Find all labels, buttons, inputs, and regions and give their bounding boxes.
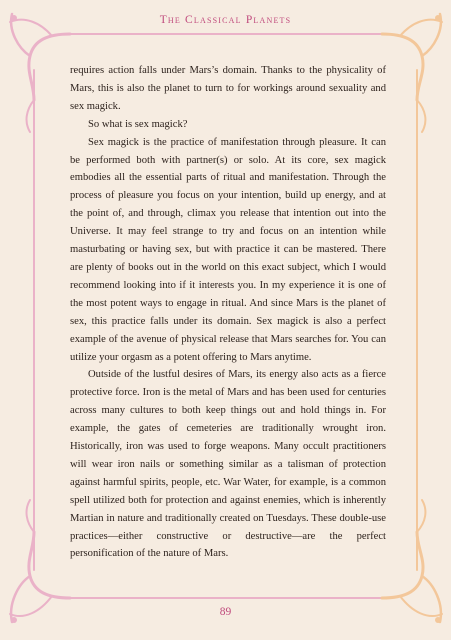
corner-flourish-icon — [382, 14, 442, 132]
paragraph: requires action falls under Mars’s domain. Thanks to the physicality of Mars, this is also the planet to turn to for workings around sexuality and sex magick. — [70, 65, 386, 112]
paragraph: Outside of the lustful desires of Mars, its energy also acts as a fierce protective force. Iron is the metal of Mars and has been used for centuries across many cultures to both keep things out and hold things in. For example, the gates of cemeteries are traditionally wrought iron. Historically, iron was used to forge weapons. Many occult practitioners will wear iron nails or something similar as a talisman of protection against harmful spirits, people, etc. War Water, for example, is a common spell utilized both for protection and against enemies, which is inherently Martian in nature and traditionally created on Tuesdays. These double-use practices—either constructive or destructive—are the perfect personification of the nature of Mars. — [70, 369, 386, 560]
corner-flourish-icon — [10, 14, 70, 132]
paragraph: Sex magick is the practice of manifestation through pleasure. It can be performed both with partner(s) or solo. At its core, sex magick embodies all the essential parts of ritual and manifestation. Through the process of pleasure you focus on your intention, build up energy, and at the point of, and through, climax you release that intention out into the Universe. It may feel strange to try and focus on an intention while masturbating or having sex, but with practice it can be mastered. There are plenty of books out in the world on this exact subject, which I would recommend looking into if it interests you. In my experience it is one of the most potent ways to engage in ritual. And since Mars is the planet of sex, this practice falls under its domain. Sex magick is also a perfect example of the avenue of physical release that Mars searches for. You can utilize your orgasm as a potent offering to Mars anytime. — [70, 136, 386, 363]
corner-flourish-icon — [10, 500, 70, 623]
paragraph: So what is sex magick? — [88, 118, 188, 130]
page-number: 89 — [219, 606, 232, 618]
running-header: The Classical Planets — [159, 14, 292, 26]
corner-flourish-icon — [382, 500, 442, 623]
body-text — [70, 62, 386, 563]
